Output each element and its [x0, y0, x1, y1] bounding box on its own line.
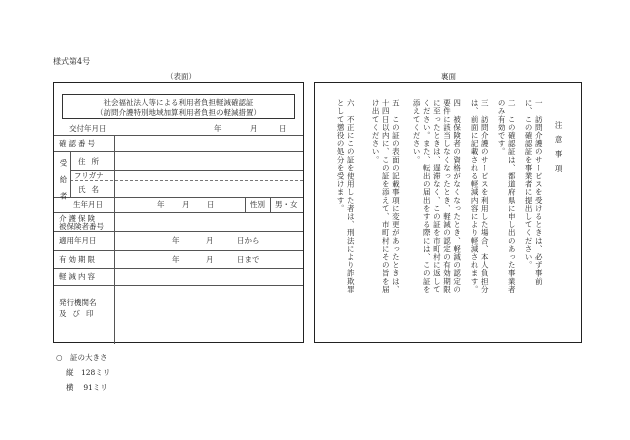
- birth-month: 月: [182, 200, 190, 209]
- insured-number-label-1: 介護保険: [59, 214, 97, 223]
- issue-date-label: 交付年月日: [69, 124, 107, 133]
- issuer-label-2: 及び印: [59, 309, 100, 318]
- note-item: 六 不正にこの証を使用した者は、刑法により詐欺罪として懲役の処分を受けます。: [336, 99, 356, 294]
- apply-year: 年: [172, 236, 180, 245]
- birth-year: 年: [157, 200, 165, 209]
- address-label: 住所: [78, 157, 105, 166]
- recipient-label: 受給者: [59, 159, 68, 209]
- note-item: 五 この証の表面の記載事項に変更があったときは、十四日以内に、この証を添えて、市町村にその旨を届け出てください。: [371, 99, 401, 294]
- front-side-label: （表面）: [166, 72, 196, 81]
- confirm-number-label: 確認番号: [59, 139, 97, 148]
- valid-year: 年: [172, 255, 180, 264]
- card-title: 社会福祉法人等による利用者負担軽減確認証: [103, 98, 254, 107]
- sex-label: 性別: [250, 200, 265, 209]
- valid-month: 月: [206, 255, 214, 264]
- note-item: 三 訪問介護のサービスを利用した場合、本人負担分は、前面に記載される軽減内容により軽減されます。: [470, 99, 490, 294]
- issuer-label-1: 発行機関名: [59, 298, 97, 307]
- back-card: [314, 82, 582, 343]
- form-number: 様式第4号: [53, 57, 91, 66]
- issue-date-year: 年: [214, 124, 222, 133]
- size-note-heading: ○ 証の大きさ: [56, 353, 108, 362]
- valid-until-label: 有効期限: [59, 255, 97, 264]
- valid-until: 日まで: [237, 255, 260, 264]
- note-item: 一 訪問介護のサービスを受けるときは、必ず事前に、この確認証を事業者に提出してください。: [524, 99, 544, 286]
- apply-from: 日から: [237, 236, 260, 245]
- back-side-label: 裏面: [441, 72, 456, 81]
- birth-day: 日: [207, 200, 215, 209]
- issue-date-day: 日: [279, 124, 287, 133]
- apply-month: 月: [206, 236, 214, 245]
- title-box: [62, 94, 295, 119]
- apply-date-label: 適用年月日: [59, 236, 97, 245]
- insured-number-label-2: 被保険者番号: [59, 222, 104, 231]
- birthdate-label: 生年月日: [73, 200, 103, 209]
- note-item: 二 この確認証は、都道府県に申し出のあった事業者のみ有効です。: [497, 99, 517, 294]
- notes-heading: 注意事項: [554, 121, 564, 179]
- furigana-label: フリガナ: [74, 171, 104, 180]
- name-label: 氏名: [78, 185, 105, 194]
- front-card: [53, 82, 304, 343]
- card-subtitle: （訪問介護特別地域加算利用者負担の軽減措置）: [96, 108, 261, 117]
- size-note-height: 縦 128ミリ: [66, 368, 111, 377]
- issue-date-month: 月: [250, 124, 258, 133]
- size-note-width: 横 91ミリ: [66, 383, 108, 392]
- note-item: 四 被保険者の資格がなくなったとき、軽減の認定の要件に該当しなくなったとき、軽減の認定の有効期限に至ったときは、遅滞なく、この証を市町村に返してください。また、転出の届出をする際には、この証を添えてください。: [412, 99, 462, 294]
- reduction-label: 軽減内容: [59, 272, 97, 281]
- sex-options: 男・女: [275, 200, 298, 209]
